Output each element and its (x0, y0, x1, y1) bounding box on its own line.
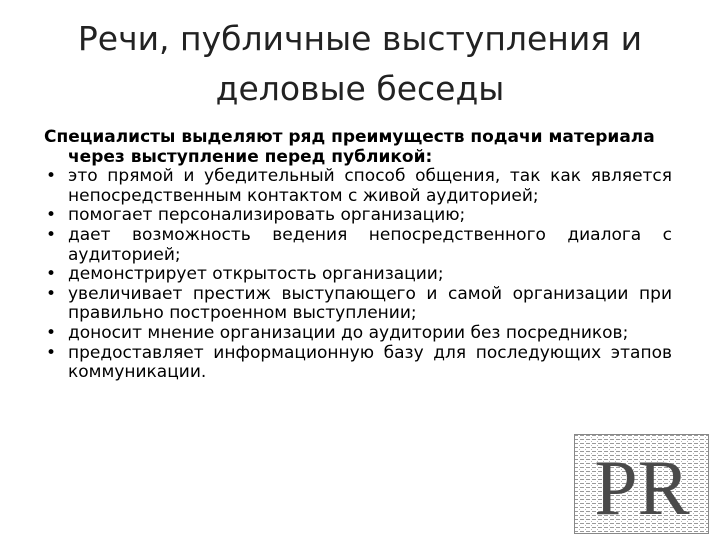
pr-logo-graphic (574, 434, 709, 534)
slide-body (44, 128, 672, 383)
list-item: • дает возможность ведения непосредственного диалога с аудиторией; (44, 226, 672, 265)
list-item: • демонстрирует открытость организации; (44, 265, 672, 285)
list-item: • доносит мнение организации до аудитории без посредников; (44, 324, 672, 344)
intro-text: Специалисты выделяют ряд преимуществ подачи материала через выступление перед публикой: (44, 127, 655, 167)
pr-logo-text: PR (594, 444, 690, 531)
list-item: • это прямой и убедительный способ общения, так как является непосредственным контактом с живой аудиторией; (44, 167, 672, 206)
list-item: • предоставляет информационную базу для последующих этапов коммуникации. (44, 344, 672, 383)
pr-logo-image (574, 434, 709, 534)
slide-title-line-1: Речи, публичные выступления и (77, 19, 643, 58)
advantages-list (44, 167, 672, 383)
list-item: • увеличивает престиж выступающего и самой организации при правильно построенном выступлении; (44, 285, 672, 324)
slide-title (60, 14, 660, 114)
list-item: • помогает персонализировать организацию; (44, 206, 672, 226)
slide-title-line-2: деловые беседы (215, 69, 505, 108)
